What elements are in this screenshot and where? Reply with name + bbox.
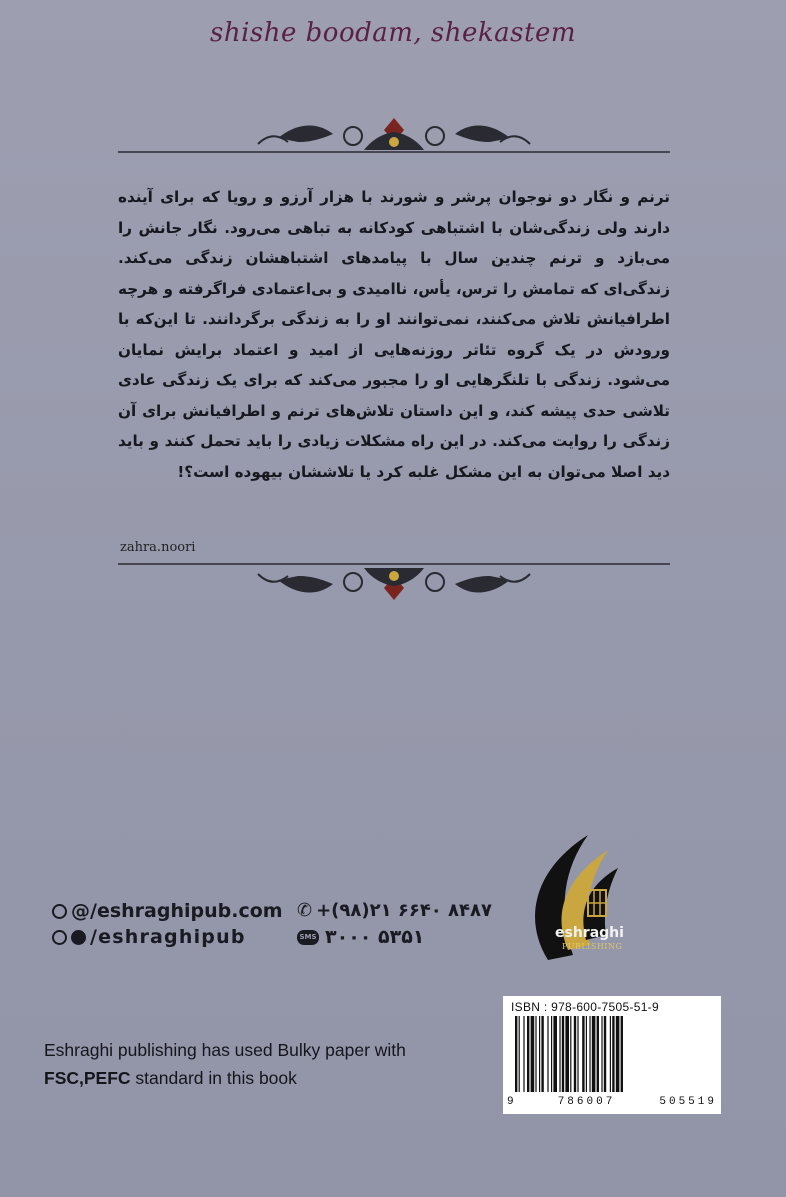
isbn-digit-lead: 9 [507, 1096, 514, 1108]
paper-note [44, 1036, 484, 1092]
barcode [515, 1016, 711, 1096]
paper-note-standards: FSC,PEFC [44, 1068, 131, 1088]
website-text: @/eshraghipub.com [71, 900, 283, 922]
logo-subtitle: PUBLISHING [562, 942, 623, 951]
sms-text: ۳۰۰۰ ۵۳۵۱ [325, 926, 425, 948]
instagram-icon [52, 930, 67, 945]
globe-icon [52, 904, 67, 919]
bottom-ornament-divider [118, 560, 670, 606]
telegram-icon [71, 930, 86, 945]
phone-icon: ✆ [297, 900, 313, 921]
isbn-digit-group2: 505519 [659, 1096, 717, 1108]
title-script: shishe boodam, shekastem [210, 18, 576, 48]
paper-note-line2-rest: standard in this book [130, 1068, 297, 1088]
social-text: /eshraghipub [90, 926, 246, 948]
logo-name: eshraghi [555, 925, 624, 941]
paper-note-line1: Eshraghi publishing has used Bulky paper with [44, 1040, 406, 1060]
sms-row [297, 926, 424, 948]
blurb-author: zahra.noori [120, 540, 196, 555]
phone-row [297, 900, 492, 921]
sms-icon: SMS [297, 930, 319, 945]
website-row[interactable] [52, 900, 283, 922]
paper-note-line2 [44, 1064, 484, 1092]
publisher-contacts [52, 900, 492, 960]
isbn-digits [507, 1096, 717, 1108]
phone-text: +(۹۸)۲۱ ۶۶۴۰ ۸۴۸۷ [316, 900, 492, 921]
isbn-barcode-box [503, 996, 721, 1114]
social-row[interactable] [52, 926, 246, 948]
isbn-digit-group1: 786007 [557, 1096, 616, 1108]
isbn-label: ISBN : 978-600-7505-51-9 [511, 1000, 659, 1014]
top-ornament-divider [118, 112, 670, 158]
book-blurb: ترنم و نگار دو نوجوان پرشر و شورند با هزار آرزو و رویا که برای آینده دارند ولی زندگی‌شان با اشتباهی کودکانه به تباهی می‌رود. نگار جانش را می‌بازد و ترنم چندین سال با پیامدهای اشتباهشان زندگی می‌کند. زندگی‌ای که تمامش را ترس، یأس، ناامیدی و بی‌اعتمادی فراگرفته و هرچه اطرافیانش تلاش می‌کنند، نمی‌توانند او را به زندگی برگردانند. تا این‌که با ورودش در یک گروه تئاتر روزنه‌هایی از امید و اعتماد برایش نمایان می‌شود. زندگی با تلنگرهایی او را مجبور می‌کند که برای یک زندگی عادی تلاشی حدی پیشه کند، و این داستان تلاش‌های ترنم و اطرافیانش برای آن زندگی را روایت می‌کند. در این راه مشکلات زیادی را باید تحمل کنند و باید دید اصلا می‌توان به این مشکل غلبه کرد یا تلاششان بیهوده است؟! [118, 188, 670, 481]
